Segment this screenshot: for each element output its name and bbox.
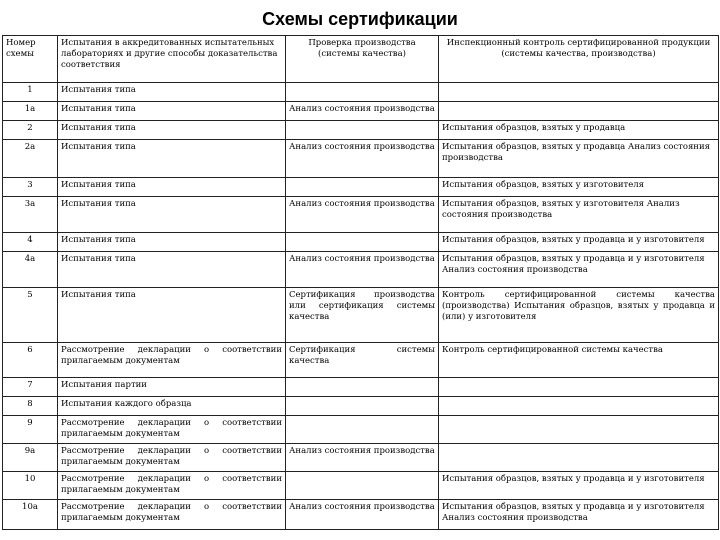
production-cell: Анализ состояния производства: [286, 140, 439, 178]
table-row: [3, 288, 719, 343]
production-cell: Анализ состояния производства: [286, 197, 439, 233]
inspection-cell: Контроль сертифицированной системы качества (производства) Испытания образцов, взятых у продавца и (или) у изготовителя: [439, 288, 719, 343]
table-row: [3, 83, 719, 102]
scheme-number: 5: [3, 288, 58, 343]
inspection-cell: [439, 83, 719, 102]
header-production-check: Проверка производства (системы качества): [286, 36, 439, 83]
tests-cell: Рассмотрение декларации о соответствии прилагаемым документам: [58, 416, 286, 444]
production-cell: Анализ состояния производства: [286, 500, 439, 530]
production-cell: Анализ состояния производства: [286, 444, 439, 472]
tests-cell: Испытания типа: [58, 102, 286, 121]
tests-cell: Испытания типа: [58, 140, 286, 178]
production-cell: Анализ состояния производства: [286, 252, 439, 288]
inspection-cell: Испытания образцов, взятых у продавца и у изготовителя Анализ состояния производства: [439, 252, 719, 288]
certification-schemes-table: [2, 35, 719, 530]
header-scheme-number: Номер схемы: [3, 36, 58, 83]
header-inspection-control: Инспекционный контроль сертифицированной продукции (системы качества, производства): [439, 36, 719, 83]
scheme-number: 10: [3, 472, 58, 500]
production-cell: [286, 121, 439, 140]
production-cell: Анализ состояния производства: [286, 102, 439, 121]
tests-cell: Испытания типа: [58, 121, 286, 140]
scheme-number: 3а: [3, 197, 58, 233]
inspection-cell: Испытания образцов, взятых у продавца и у изготовителя: [439, 472, 719, 500]
scheme-number: 2а: [3, 140, 58, 178]
scheme-number: 2: [3, 121, 58, 140]
production-cell: Сертификация производства или сертификация системы качества: [286, 288, 439, 343]
inspection-cell: Контроль сертифицированной системы качества: [439, 343, 719, 378]
table-row: [3, 343, 719, 378]
inspection-cell: Испытания образцов, взятых у продавца и у изготовителя Анализ состояния производства: [439, 500, 719, 530]
production-cell: [286, 233, 439, 252]
table-row: [3, 472, 719, 500]
scheme-number: 10а: [3, 500, 58, 530]
inspection-cell: [439, 397, 719, 416]
scheme-number: 4: [3, 233, 58, 252]
tests-cell: Испытания типа: [58, 83, 286, 102]
production-cell: [286, 416, 439, 444]
inspection-cell: [439, 444, 719, 472]
scheme-number: 1а: [3, 102, 58, 121]
tests-cell: Рассмотрение декларации о соответствии прилагаемым документам: [58, 500, 286, 530]
header-tests: Испытания в аккредитованных испытательных лабораториях и другие способы доказательства соответствия: [58, 36, 286, 83]
tests-cell: Испытания типа: [58, 233, 286, 252]
inspection-cell: Испытания образцов, взятых у продавца: [439, 121, 719, 140]
table-row: [3, 444, 719, 472]
production-cell: [286, 397, 439, 416]
scheme-number: 9а: [3, 444, 58, 472]
inspection-cell: [439, 416, 719, 444]
scheme-number: 8: [3, 397, 58, 416]
scheme-number: 1: [3, 83, 58, 102]
inspection-cell: Испытания образцов, взятых у изготовителя: [439, 178, 719, 197]
tests-cell: Рассмотрение декларации о соответствии прилагаемым документам: [58, 472, 286, 500]
table-row: [3, 102, 719, 121]
table-row: [3, 197, 719, 233]
tests-cell: Рассмотрение декларации о соответствии прилагаемым документам: [58, 444, 286, 472]
tests-cell: Рассмотрение декларации о соответствии прилагаемым документам: [58, 343, 286, 378]
tests-cell: Испытания типа: [58, 178, 286, 197]
table-row: [3, 140, 719, 178]
table-row: [3, 121, 719, 140]
tests-cell: Испытания партии: [58, 378, 286, 397]
inspection-cell: Испытания образцов, взятых у продавца и у изготовителя: [439, 233, 719, 252]
production-cell: [286, 178, 439, 197]
scheme-number: 4а: [3, 252, 58, 288]
production-cell: [286, 378, 439, 397]
table-row: [3, 233, 719, 252]
scheme-number: 3: [3, 178, 58, 197]
table-row: [3, 178, 719, 197]
scheme-number: 9: [3, 416, 58, 444]
production-cell: Сертификация системы качества: [286, 343, 439, 378]
table-row: [3, 416, 719, 444]
table-row: [3, 397, 719, 416]
tests-cell: Испытания каждого образца: [58, 397, 286, 416]
tests-cell: Испытания типа: [58, 288, 286, 343]
page-title: Схемы сертификации: [262, 9, 458, 29]
inspection-cell: Испытания образцов, взятых у продавца Анализ состояния производства: [439, 140, 719, 178]
production-cell: [286, 472, 439, 500]
table-row: [3, 500, 719, 530]
scheme-number: 7: [3, 378, 58, 397]
tests-cell: Испытания типа: [58, 252, 286, 288]
inspection-cell: [439, 102, 719, 121]
inspection-cell: Испытания образцов, взятых у изготовителя Анализ состояния производства: [439, 197, 719, 233]
scheme-number: 6: [3, 343, 58, 378]
table-row: [3, 252, 719, 288]
inspection-cell: [439, 378, 719, 397]
tests-cell: Испытания типа: [58, 197, 286, 233]
table-row: [3, 378, 719, 397]
table-header-row: [3, 36, 719, 83]
production-cell: [286, 83, 439, 102]
